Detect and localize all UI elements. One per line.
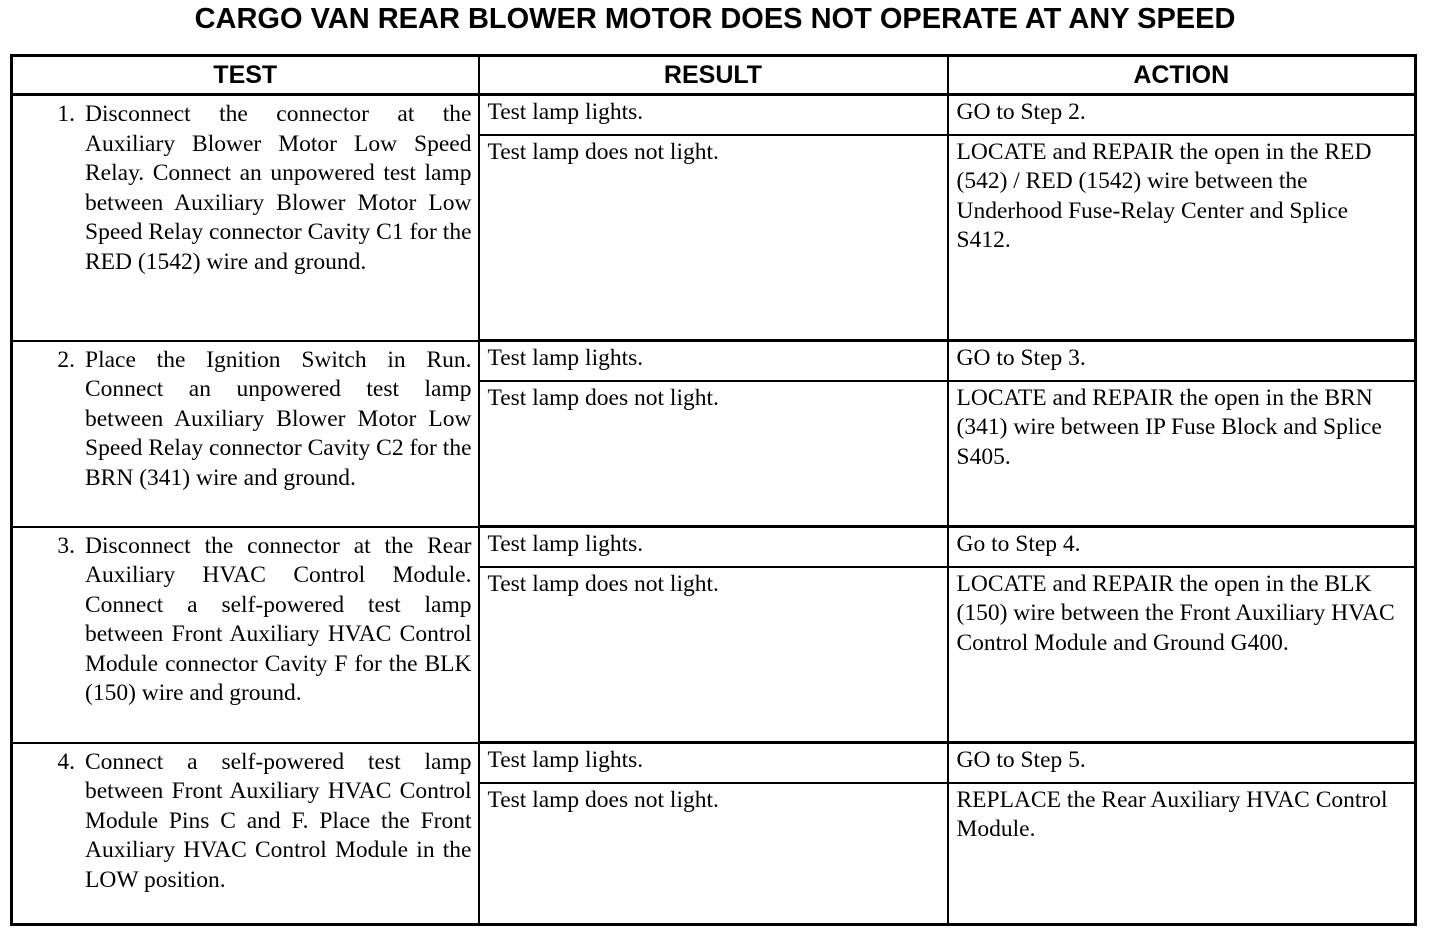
action-cell: REPLACE the Rear Auxiliary HVAC Control Module. bbox=[948, 783, 1416, 925]
test-instructions: Connect a self-powered test lamp between Front Auxiliary HVAC Control Module Pins C and F. Place the Front Auxiliary HVAC Control Module in the LOW position. bbox=[85, 748, 472, 893]
test-instructions: Disconnect the connector at the Auxiliary Blower Motor Low Speed Relay. Connect an unpowered test lamp between Auxiliary Blower Motor Low Speed Relay connector Cavity C1 for the RED (1542) wire and ground. bbox=[85, 101, 472, 275]
action-cell: GO to Step 5. bbox=[948, 743, 1416, 783]
page-title: CARGO VAN REAR BLOWER MOTOR DOES NOT OPERATE AT ANY SPEED bbox=[194, 3, 1236, 35]
test-cell bbox=[12, 743, 479, 925]
result-cell: Test lamp lights. bbox=[479, 743, 948, 783]
action-cell: LOCATE and REPAIR the open in the RED (542) / RED (1542) wire between the Underhood Fuse-Relay Center and Splice S412. bbox=[948, 135, 1416, 341]
table-row bbox=[12, 743, 1416, 783]
action-column-header: ACTION bbox=[948, 56, 1416, 95]
step-number: 1. bbox=[57, 101, 75, 127]
result-cell: Test lamp does not light. bbox=[479, 567, 948, 743]
step-number: 4. bbox=[57, 748, 75, 775]
diagnostic-table bbox=[10, 54, 1417, 926]
result-column-header: RESULT bbox=[479, 56, 948, 95]
test-cell bbox=[12, 95, 479, 341]
result-cell: Test lamp lights. bbox=[479, 341, 948, 381]
step-number: 2. bbox=[57, 346, 75, 373]
test-cell bbox=[12, 527, 479, 743]
test-instructions: Place the Ignition Switch in Run. Connect an unpowered test lamp between Auxiliary Blower Motor Low Speed Relay connector Cavity C2 for the BRN (341) wire and ground. bbox=[85, 346, 472, 491]
table-header-row bbox=[12, 56, 1416, 95]
step-number: 3. bbox=[57, 532, 75, 559]
action-cell: LOCATE and REPAIR the open in the BRN (341) wire between IP Fuse Block and Splice S405. bbox=[948, 381, 1416, 527]
test-column-header: TEST bbox=[12, 56, 479, 95]
result-cell: Test lamp lights. bbox=[479, 95, 948, 135]
test-instructions: Disconnect the connector at the Rear Auxiliary HVAC Control Module. Connect a self-powered test lamp between Front Auxiliary HVAC Control Module connector Cavity F for the BLK (150) wire and ground. bbox=[85, 532, 472, 706]
table-row bbox=[12, 527, 1416, 567]
test-cell bbox=[12, 341, 479, 527]
result-cell: Test lamp does not light. bbox=[479, 783, 948, 925]
action-cell: GO to Step 2. bbox=[948, 95, 1416, 135]
table-row bbox=[12, 95, 1416, 135]
result-cell: Test lamp lights. bbox=[479, 527, 948, 567]
result-cell: Test lamp does not light. bbox=[479, 135, 948, 341]
result-cell: Test lamp does not light. bbox=[479, 381, 948, 527]
action-cell: GO to Step 3. bbox=[948, 341, 1416, 381]
action-cell: Go to Step 4. bbox=[948, 527, 1416, 567]
table-row bbox=[12, 341, 1416, 381]
action-cell: LOCATE and REPAIR the open in the BLK (150) wire between the Front Auxiliary HVAC Control Module and Ground G400. bbox=[948, 567, 1416, 743]
